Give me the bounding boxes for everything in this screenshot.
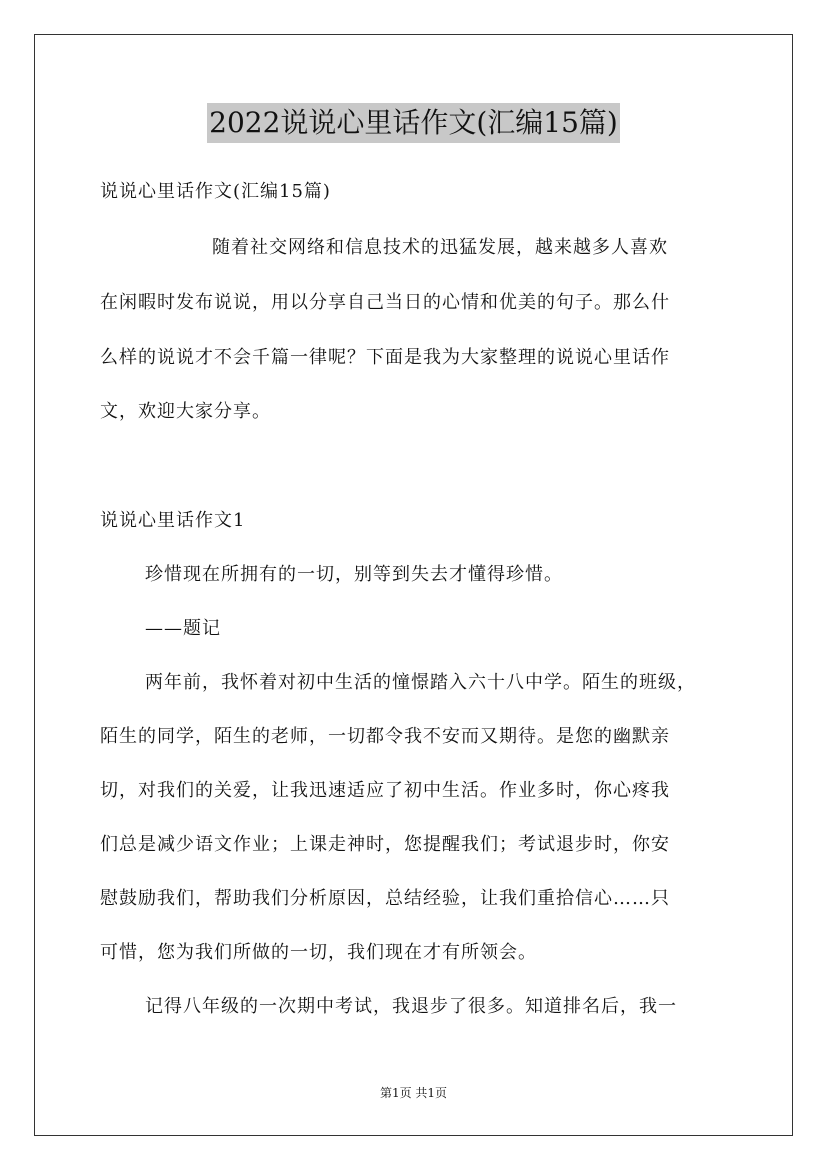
section-heading: 说说心里话作文1 (100, 510, 246, 531)
paragraph-line: 陌生的同学，陌生的老师，一切都令我不安而又期待。是您的幽默亲 (100, 726, 670, 747)
title-wrap (0, 103, 827, 143)
intro-line: 么样的说说才不会千篇一律呢？下面是我为大家整理的说说心里话作 (100, 347, 670, 368)
paragraph-line: 慰鼓励我们，帮助我们分析原因，总结经验，让我们重拾信心……只 (100, 888, 670, 909)
paragraph-line: 两年前，我怀着对初中生活的憧憬踏入六十八中学。陌生的班级， (145, 672, 696, 693)
intro-line: 在闲暇时发布说说，用以分享自己当日的心情和优美的句子。那么什 (100, 292, 670, 313)
subtitle: 说说心里话作文(汇编15篇) (100, 181, 331, 202)
page-footer: 第1页 共1页 (379, 1086, 448, 1100)
intro-line: 文，欢迎大家分享。 (100, 401, 271, 422)
paragraph-line: 们总是减少语文作业；上课走神时，您提醒我们；考试退步时，你安 (100, 834, 670, 855)
intro-line: 随着社交网络和信息技术的迅猛发展，越来越多人喜欢 (212, 237, 668, 258)
paragraph-line: 记得八年级的一次期中考试，我退步了很多。知道排名后，我一 (145, 996, 677, 1017)
paragraph-line: 切，对我们的关爱，让我迅速适应了初中生活。作业多时，你心疼我 (100, 780, 670, 801)
paragraph-line: 可惜，您为我们所做的一切，我们现在才有所领会。 (100, 942, 537, 963)
document-title: 2022说说心里话作文(汇编15篇) (207, 103, 620, 143)
epigraph: 珍惜现在所拥有的一切，别等到失去才懂得珍惜。 (145, 564, 563, 585)
epigraph-source: ——题记 (145, 618, 221, 639)
